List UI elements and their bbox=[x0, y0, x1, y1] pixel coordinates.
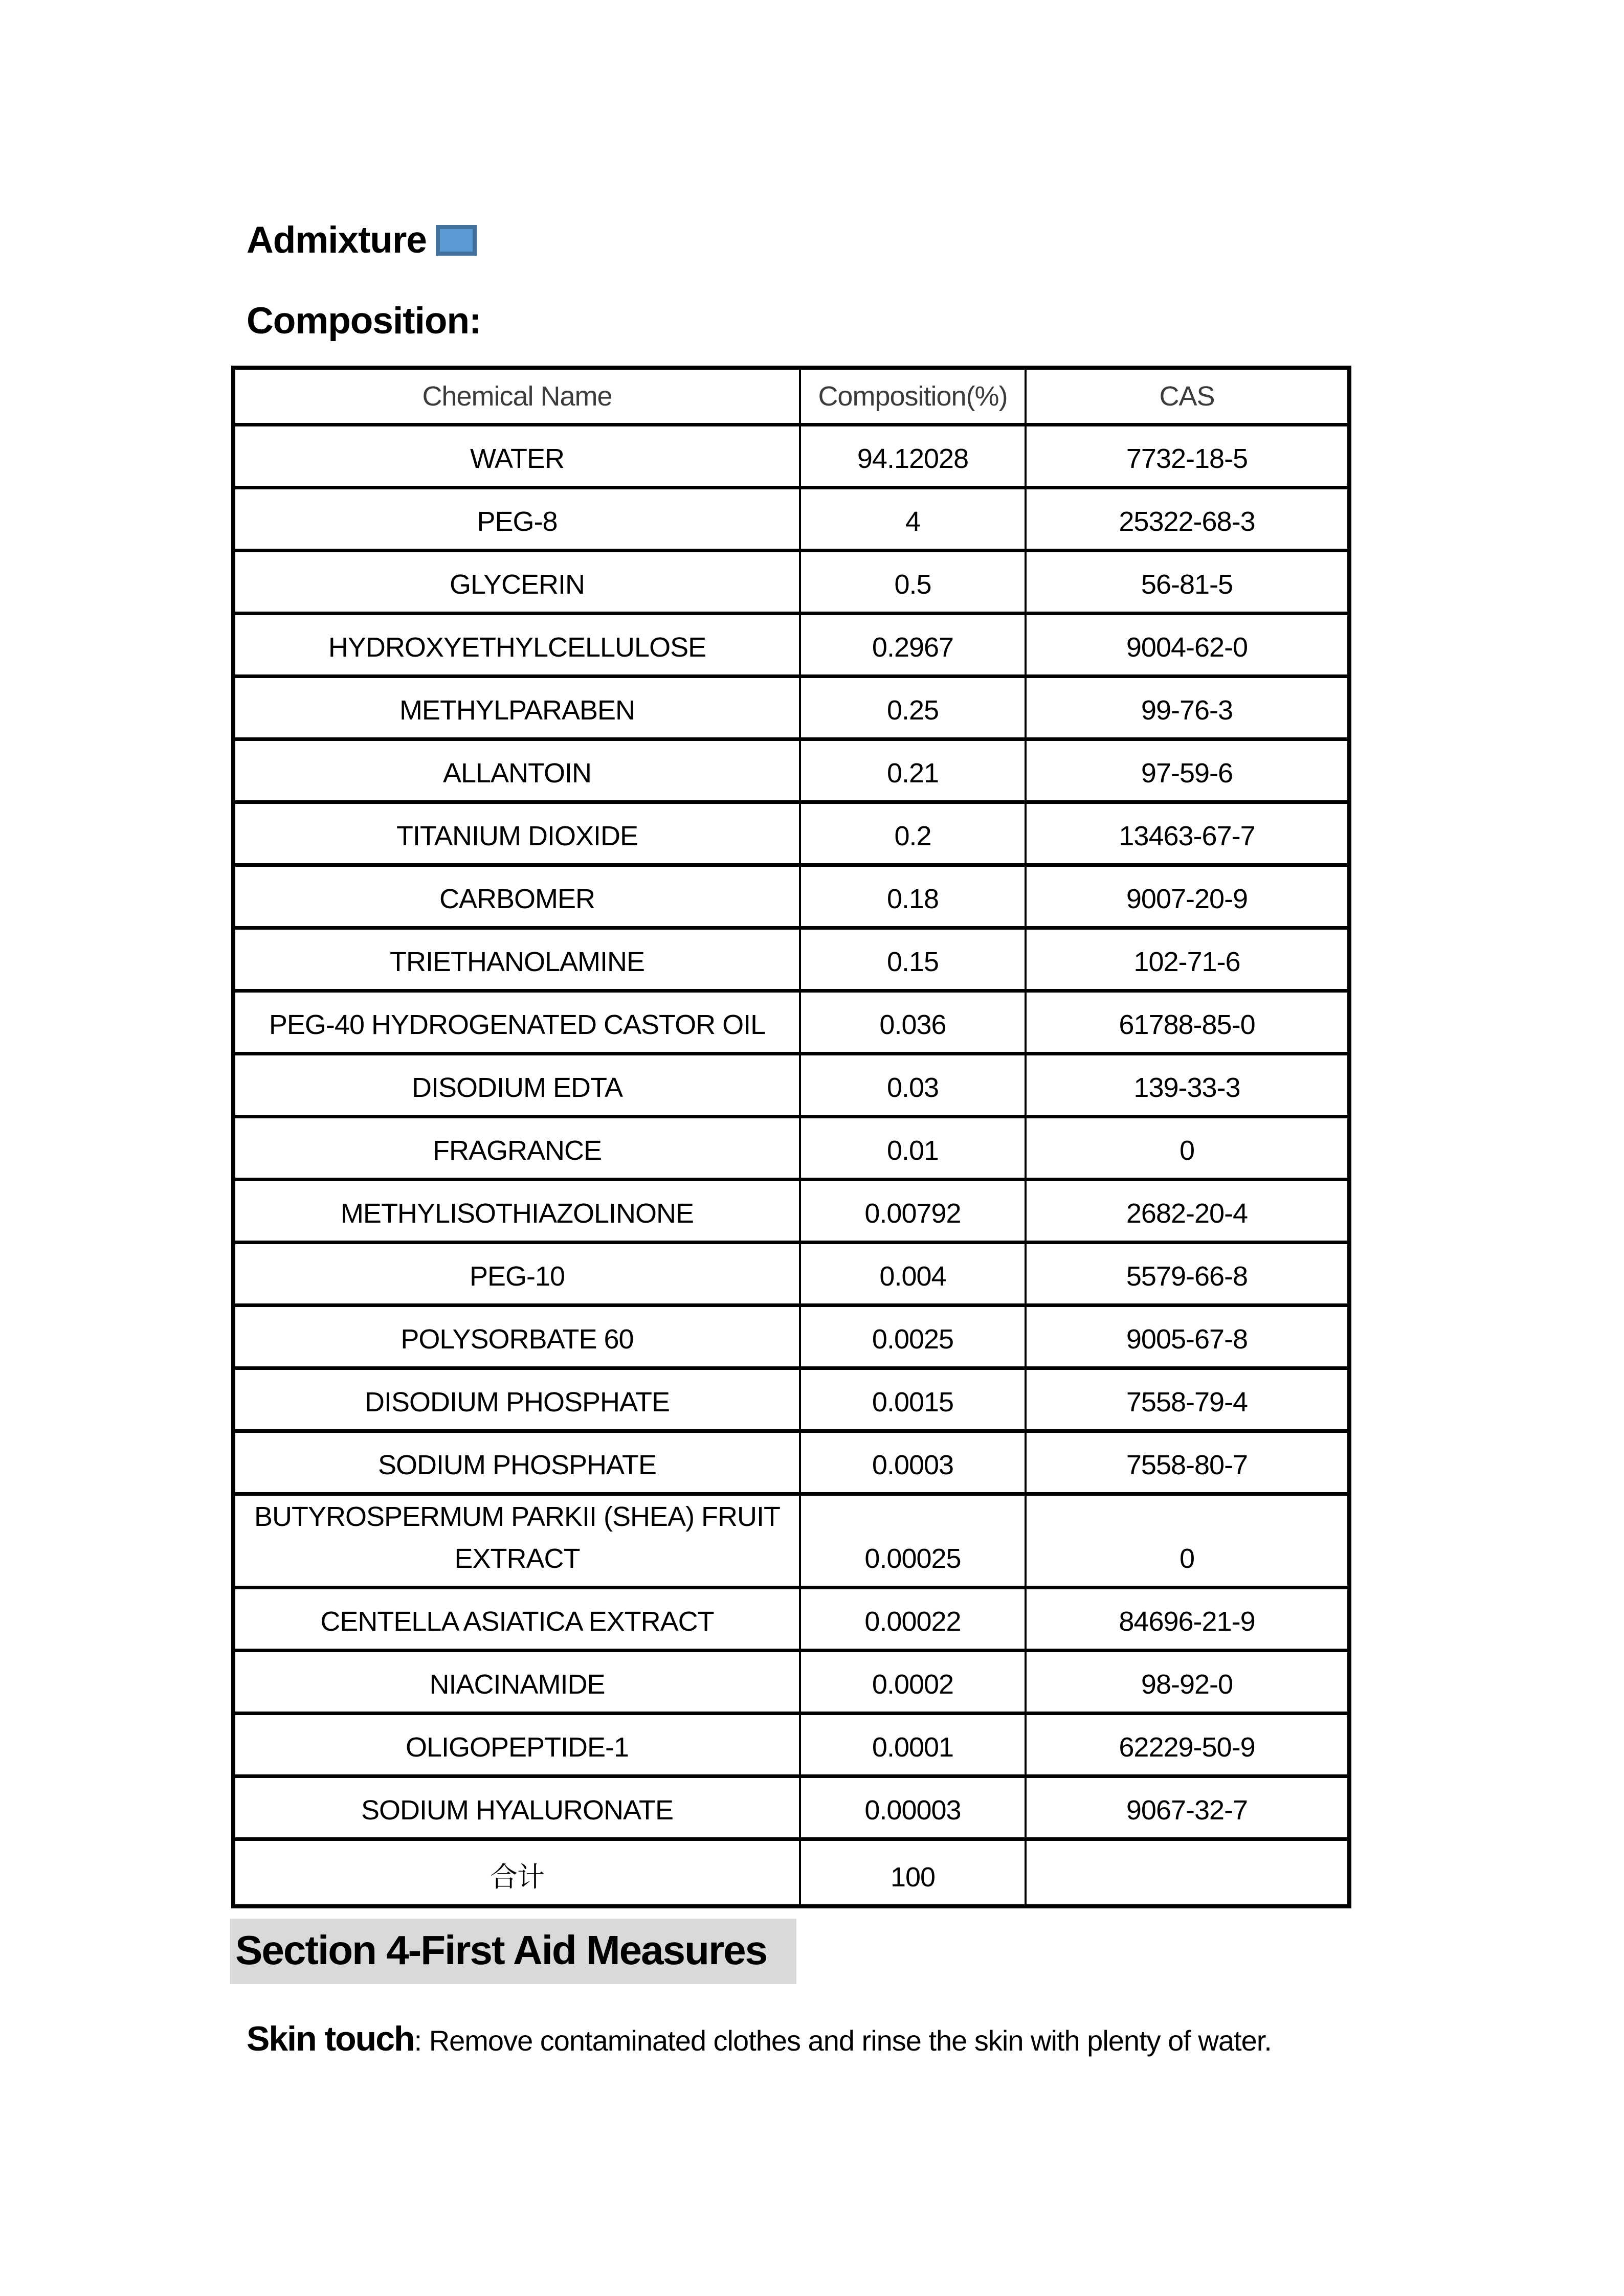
column-header-chemical-name: Chemical Name bbox=[233, 368, 800, 425]
table-row bbox=[233, 488, 1349, 551]
cas-value-cell: 0 bbox=[1026, 1494, 1349, 1588]
table-row bbox=[233, 1588, 1349, 1651]
table-row bbox=[233, 802, 1349, 865]
composition-value-cell: 0.01 bbox=[800, 1117, 1026, 1180]
table-row bbox=[233, 739, 1349, 802]
composition-value-cell: 0.00792 bbox=[800, 1180, 1026, 1243]
chemical-name-cell: NIACINAMIDE bbox=[233, 1651, 800, 1714]
cas-value-cell: 13463-67-7 bbox=[1026, 802, 1349, 865]
table-row bbox=[233, 1305, 1349, 1368]
table-row bbox=[233, 1180, 1349, 1243]
composition-value-cell: 0.25 bbox=[800, 677, 1026, 739]
table-row bbox=[233, 1776, 1349, 1839]
chemical-name-cell: SODIUM PHOSPHATE bbox=[233, 1431, 800, 1494]
cas-value-cell: 56-81-5 bbox=[1026, 551, 1349, 614]
chemical-name-cell: POLYSORBATE 60 bbox=[233, 1305, 800, 1368]
chemical-name-cell: TITANIUM DIOXIDE bbox=[233, 802, 800, 865]
table-row bbox=[233, 1368, 1349, 1431]
chemical-name-cell: BUTYROSPERMUM PARKII (SHEA) FRUIT EXTRACT bbox=[233, 1494, 800, 1588]
table-row bbox=[233, 928, 1349, 991]
cas-value-cell: 102-71-6 bbox=[1026, 928, 1349, 991]
composition-value-cell: 0.00003 bbox=[800, 1776, 1026, 1839]
composition-value-cell: 0.18 bbox=[800, 865, 1026, 928]
chemical-name-cell: SODIUM HYALURONATE bbox=[233, 1776, 800, 1839]
chemical-name-cell: OLIGOPEPTIDE-1 bbox=[233, 1714, 800, 1776]
cas-value-cell: 0 bbox=[1026, 1117, 1349, 1180]
cas-value-cell: 139-33-3 bbox=[1026, 1054, 1349, 1117]
cas-value-cell: 5579-66-8 bbox=[1026, 1243, 1349, 1305]
cas-value-cell: 99-76-3 bbox=[1026, 677, 1349, 739]
admixture-heading-text: Admixture bbox=[247, 219, 427, 261]
chemical-name-cell: CARBOMER bbox=[233, 865, 800, 928]
composition-table-body bbox=[233, 425, 1349, 1907]
composition-value-cell: 0.2 bbox=[800, 802, 1026, 865]
chemical-name-cell: ALLANTOIN bbox=[233, 739, 800, 802]
chemical-name-cell: HYDROXYETHYLCELLULOSE bbox=[233, 614, 800, 677]
cas-value-cell: 7732-18-5 bbox=[1026, 425, 1349, 488]
chemical-name-cell: PEG-40 HYDROGENATED CASTOR OIL bbox=[233, 991, 800, 1054]
composition-value-cell: 0.0001 bbox=[800, 1714, 1026, 1776]
table-row bbox=[233, 1494, 1349, 1588]
composition-value-cell: 0.0003 bbox=[800, 1431, 1026, 1494]
chemical-name-cell: 合计 bbox=[233, 1839, 800, 1907]
cas-value-cell: 7558-80-7 bbox=[1026, 1431, 1349, 1494]
table-row bbox=[233, 551, 1349, 614]
table-row bbox=[233, 425, 1349, 488]
chemical-name-cell: METHYLISOTHIAZOLINONE bbox=[233, 1180, 800, 1243]
chemical-name-cell: TRIETHANOLAMINE bbox=[233, 928, 800, 991]
chemical-name-cell: PEG-8 bbox=[233, 488, 800, 551]
table-row bbox=[233, 614, 1349, 677]
cas-value-cell: 9007-20-9 bbox=[1026, 865, 1349, 928]
composition-value-cell: 94.12028 bbox=[800, 425, 1026, 488]
chemical-name-cell: CENTELLA ASIATICA EXTRACT bbox=[233, 1588, 800, 1651]
composition-heading: Composition: bbox=[247, 300, 481, 342]
column-header-cas: CAS bbox=[1026, 368, 1349, 425]
composition-value-cell: 0.004 bbox=[800, 1243, 1026, 1305]
composition-value-cell: 0.15 bbox=[800, 928, 1026, 991]
skin-touch-label: Skin touch bbox=[247, 2019, 414, 2058]
composition-value-cell: 0.0002 bbox=[800, 1651, 1026, 1714]
skin-touch-paragraph bbox=[247, 2019, 1272, 2059]
composition-value-cell: 0.00025 bbox=[800, 1494, 1026, 1588]
cas-value-cell bbox=[1026, 1839, 1349, 1907]
cas-value-cell: 9004-62-0 bbox=[1026, 614, 1349, 677]
chemical-name-cell: FRAGRANCE bbox=[233, 1117, 800, 1180]
chemical-name-cell: METHYLPARABEN bbox=[233, 677, 800, 739]
table-row bbox=[233, 1431, 1349, 1494]
composition-value-cell: 4 bbox=[800, 488, 1026, 551]
chemical-name-cell: GLYCERIN bbox=[233, 551, 800, 614]
cas-value-cell: 9067-32-7 bbox=[1026, 1776, 1349, 1839]
table-row bbox=[233, 1243, 1349, 1305]
table-row bbox=[233, 1651, 1349, 1714]
cas-value-cell: 62229-50-9 bbox=[1026, 1714, 1349, 1776]
composition-value-cell: 0.2967 bbox=[800, 614, 1026, 677]
cas-value-cell: 2682-20-4 bbox=[1026, 1180, 1349, 1243]
cas-value-cell: 97-59-6 bbox=[1026, 739, 1349, 802]
cas-value-cell: 7558-79-4 bbox=[1026, 1368, 1349, 1431]
chemical-name-cell: DISODIUM PHOSPHATE bbox=[233, 1368, 800, 1431]
composition-value-cell: 0.036 bbox=[800, 991, 1026, 1054]
composition-value-cell: 0.00022 bbox=[800, 1588, 1026, 1651]
table-header-row bbox=[233, 368, 1349, 425]
table-row bbox=[233, 1714, 1349, 1776]
composition-value-cell: 0.5 bbox=[800, 551, 1026, 614]
table-row bbox=[233, 1839, 1349, 1907]
chemical-name-cell: DISODIUM EDTA bbox=[233, 1054, 800, 1117]
table-row bbox=[233, 1117, 1349, 1180]
chemical-name-cell: PEG-10 bbox=[233, 1243, 800, 1305]
composition-value-cell: 100 bbox=[800, 1839, 1026, 1907]
cas-value-cell: 61788-85-0 bbox=[1026, 991, 1349, 1054]
chemical-name-cell: WATER bbox=[233, 425, 800, 488]
table-row bbox=[233, 991, 1349, 1054]
composition-table bbox=[231, 366, 1351, 1908]
composition-value-cell: 0.03 bbox=[800, 1054, 1026, 1117]
composition-value-cell: 0.21 bbox=[800, 739, 1026, 802]
composition-value-cell: 0.0025 bbox=[800, 1305, 1026, 1368]
composition-value-cell: 0.0015 bbox=[800, 1368, 1026, 1431]
blue-square-shape bbox=[436, 225, 477, 256]
skin-touch-text: : Remove contaminated clothes and rinse the skin with plenty of water. bbox=[414, 2024, 1272, 2057]
table-row bbox=[233, 677, 1349, 739]
cas-value-cell: 98-92-0 bbox=[1026, 1651, 1349, 1714]
cas-value-cell: 84696-21-9 bbox=[1026, 1588, 1349, 1651]
admixture-heading bbox=[247, 219, 477, 261]
table-row bbox=[233, 1054, 1349, 1117]
table-row bbox=[233, 865, 1349, 928]
cas-value-cell: 25322-68-3 bbox=[1026, 488, 1349, 551]
column-header-composition-percent: Composition(%) bbox=[800, 368, 1026, 425]
cas-value-cell: 9005-67-8 bbox=[1026, 1305, 1349, 1368]
section-4-heading: Section 4-First Aid Measures bbox=[230, 1919, 796, 1984]
